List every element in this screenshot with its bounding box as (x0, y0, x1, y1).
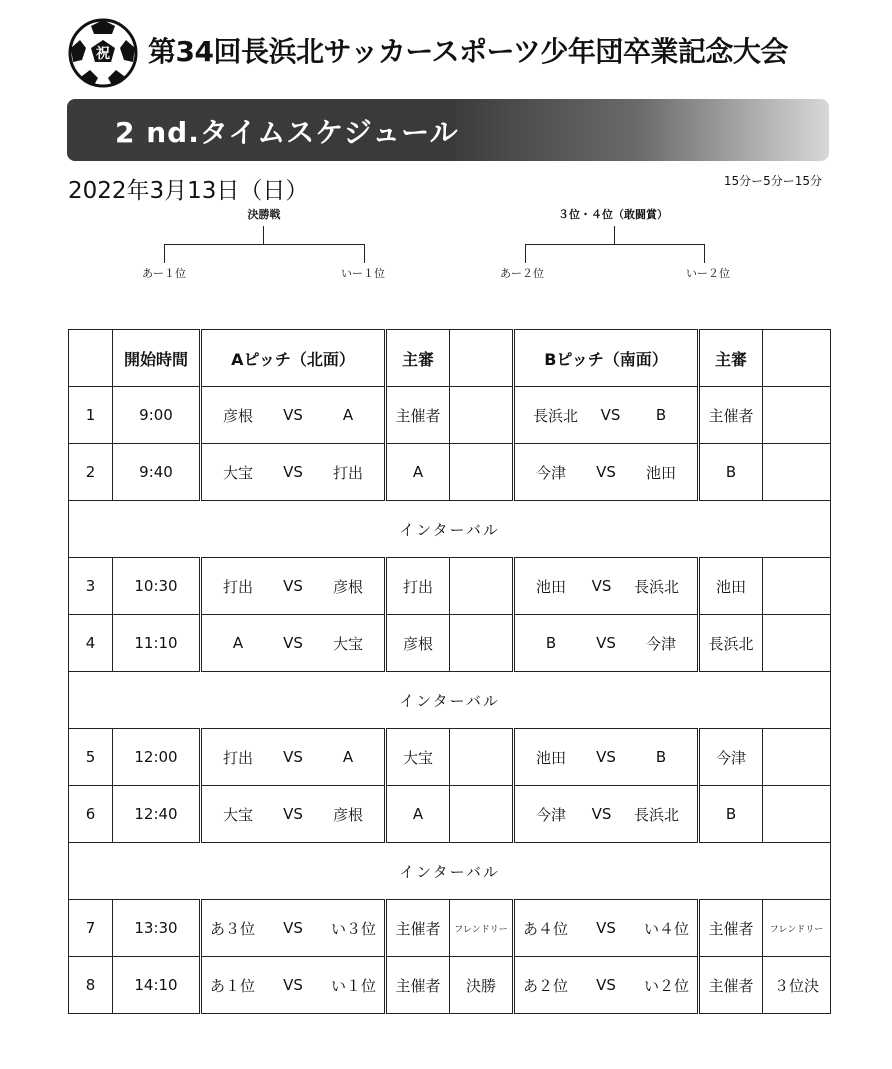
interval-row (69, 843, 831, 900)
pitch-a-match (201, 615, 386, 672)
pitch-a-referee: 主催者 (386, 387, 450, 444)
pitch-a-note (450, 558, 514, 615)
pitch-a-note: 決勝 (450, 957, 514, 1014)
bracket-right-label: いー１位 (341, 267, 385, 280)
pitch-a-match (201, 558, 386, 615)
pitch-b-referee: 主催者 (699, 387, 763, 444)
table-header-row (69, 330, 831, 387)
pitch-a-match (201, 957, 386, 1014)
pitch-a-match (201, 387, 386, 444)
away-team: 打出 (332, 463, 363, 482)
pitch-b-note (763, 387, 831, 444)
home-team: あ２位 (523, 976, 569, 995)
vs-label: VS (596, 463, 616, 481)
vs-label: VS (283, 406, 303, 424)
home-team: 大宝 (222, 805, 253, 824)
pitch-b-match (514, 786, 699, 843)
start-time: 14:10 (113, 957, 201, 1014)
pitch-a-note (450, 387, 514, 444)
away-team: 池田 (645, 463, 676, 482)
vs-label: VS (283, 634, 303, 652)
pitch-a-note (450, 729, 514, 786)
pitch-b-match (514, 957, 699, 1014)
away-team: 長浜北 (633, 805, 679, 824)
pitch-b-referee: 池田 (699, 558, 763, 615)
pitch-b-match (514, 615, 699, 672)
start-time: 12:40 (113, 786, 201, 843)
vs-label: VS (600, 406, 621, 424)
bracket-line (263, 226, 264, 244)
start-time: 13:30 (113, 900, 201, 957)
pitch-a-match (201, 444, 386, 501)
pitch-b-referee: B (699, 444, 763, 501)
vs-label: VS (596, 634, 616, 652)
home-team: A (232, 634, 244, 652)
table-row (69, 558, 831, 615)
header-referee-a: 主審 (386, 330, 450, 387)
home-team: 池田 (535, 577, 566, 596)
away-team: A (342, 748, 354, 766)
interval-label: インターバル (69, 672, 831, 729)
bracket-line (164, 244, 365, 263)
home-team: B (545, 634, 557, 652)
pitch-b-note (763, 786, 831, 843)
bracket-title: ３位・４位（敢闘賞） (558, 208, 668, 221)
table-row (69, 957, 831, 1014)
header-pitch-a: Aピッチ（北面） (201, 330, 386, 387)
header-note-b (763, 330, 831, 387)
pitch-b-match (514, 729, 699, 786)
match-number: 8 (69, 957, 113, 1014)
away-team: B (655, 748, 667, 766)
home-team: 打出 (222, 748, 253, 767)
vs-label: VS (283, 577, 303, 595)
away-team: 大宝 (332, 634, 363, 653)
banner-title: 2 nd.タイムスケジュール (115, 116, 459, 149)
pitch-b-referee: 主催者 (699, 957, 763, 1014)
pitch-a-referee: 大宝 (386, 729, 450, 786)
home-team: 今津 (535, 805, 566, 824)
match-number: 3 (69, 558, 113, 615)
away-team: A (342, 406, 354, 424)
pitch-b-referee: B (699, 786, 763, 843)
match-timing: 15分ー5分ー15分 (723, 174, 822, 188)
event-date: 2022年3月13日（日） (68, 178, 309, 204)
bracket-line (525, 244, 705, 263)
away-team: い４位 (643, 919, 689, 938)
soccer-ball-logo-icon (68, 18, 138, 88)
vs-label: VS (596, 748, 616, 766)
pitch-b-match (514, 444, 699, 501)
home-team: 大宝 (222, 463, 253, 482)
section-banner (67, 99, 829, 161)
away-team: 今津 (645, 634, 676, 653)
start-time: 11:10 (113, 615, 201, 672)
pitch-b-note (763, 729, 831, 786)
pitch-a-referee: A (386, 786, 450, 843)
away-team: 長浜北 (633, 577, 679, 596)
away-team: 彦根 (332, 805, 363, 824)
vs-label: VS (591, 577, 612, 595)
match-number: 1 (69, 387, 113, 444)
start-time: 10:30 (113, 558, 201, 615)
home-team: 長浜北 (533, 406, 579, 425)
away-team: い２位 (643, 976, 689, 995)
bracket-right-label: いー２位 (686, 267, 730, 280)
away-team: 彦根 (332, 577, 363, 596)
table-row (69, 729, 831, 786)
vs-label: VS (283, 805, 303, 823)
match-number: 5 (69, 729, 113, 786)
header-number (69, 330, 113, 387)
pitch-a-match (201, 900, 386, 957)
pitch-a-referee: 打出 (386, 558, 450, 615)
pitch-a-referee: 主催者 (386, 900, 450, 957)
start-time: 12:00 (113, 729, 201, 786)
vs-label: VS (591, 805, 612, 823)
pitch-a-match (201, 786, 386, 843)
away-team: B (655, 406, 667, 424)
pitch-b-note: フレンドリー (763, 900, 831, 957)
vs-label: VS (283, 919, 303, 937)
match-number: 4 (69, 615, 113, 672)
home-team: あ３位 (210, 919, 256, 938)
pitch-b-referee: 長浜北 (699, 615, 763, 672)
pitch-b-note (763, 558, 831, 615)
match-number: 7 (69, 900, 113, 957)
bracket-line (614, 226, 615, 244)
table-row (69, 786, 831, 843)
pitch-a-note: フレンドリー (450, 900, 514, 957)
away-team: い１位 (330, 976, 376, 995)
logo-text: 祝 (96, 46, 110, 62)
header-start-time: 開始時間 (113, 330, 201, 387)
table-row (69, 444, 831, 501)
pitch-b-match (514, 558, 699, 615)
home-team: 打出 (222, 577, 253, 596)
pitch-a-note (450, 615, 514, 672)
match-number: 2 (69, 444, 113, 501)
vs-label: VS (283, 748, 303, 766)
page-title: 第34回長浜北サッカースポーツ少年団卒業記念大会 (148, 35, 788, 68)
pitch-b-match (514, 900, 699, 957)
interval-row (69, 672, 831, 729)
pitch-b-referee: 主催者 (699, 900, 763, 957)
pitch-b-referee: 今津 (699, 729, 763, 786)
pitch-a-note (450, 786, 514, 843)
pitch-b-match (514, 387, 699, 444)
start-time: 9:40 (113, 444, 201, 501)
vs-label: VS (596, 919, 616, 937)
match-number: 6 (69, 786, 113, 843)
table-row (69, 900, 831, 957)
bracket-left-label: あー２位 (500, 267, 544, 280)
schedule-table (68, 329, 831, 1014)
vs-label: VS (283, 463, 303, 481)
bracket-title: 決勝戦 (247, 208, 281, 221)
home-team: 彦根 (222, 406, 253, 425)
bracket-left-label: あー１位 (142, 267, 186, 280)
pitch-a-referee: 彦根 (386, 615, 450, 672)
interval-label: インターバル (69, 843, 831, 900)
header-pitch-b: Bピッチ（南面） (514, 330, 699, 387)
table-row (69, 615, 831, 672)
home-team: あ１位 (210, 976, 256, 995)
home-team: 今津 (535, 463, 566, 482)
table-row (69, 387, 831, 444)
pitch-a-match (201, 729, 386, 786)
home-team: 池田 (535, 748, 566, 767)
interval-row (69, 501, 831, 558)
interval-label: インターバル (69, 501, 831, 558)
vs-label: VS (596, 976, 616, 994)
pitch-b-note: ３位決 (763, 957, 831, 1014)
pitch-a-referee: A (386, 444, 450, 501)
pitch-b-note (763, 615, 831, 672)
header-referee-b: 主審 (699, 330, 763, 387)
away-team: い３位 (330, 919, 376, 938)
start-time: 9:00 (113, 387, 201, 444)
home-team: あ４位 (523, 919, 569, 938)
pitch-a-note (450, 444, 514, 501)
pitch-a-referee: 主催者 (386, 957, 450, 1014)
vs-label: VS (283, 976, 303, 994)
pitch-b-note (763, 444, 831, 501)
header-note-a (450, 330, 514, 387)
